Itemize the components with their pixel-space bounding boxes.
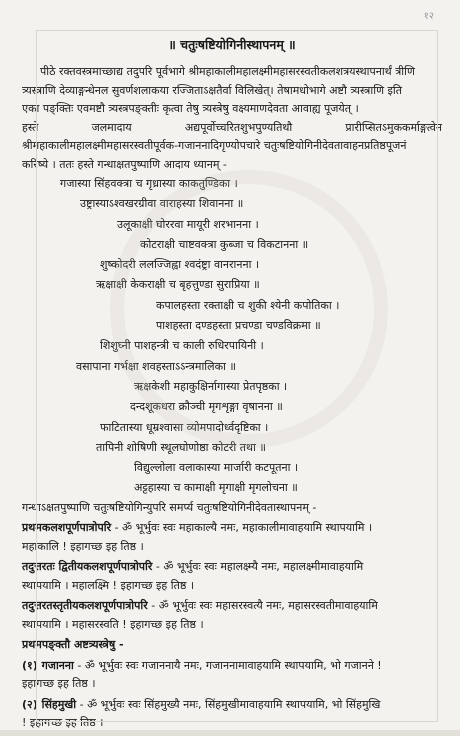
yogini-item-2-cont: ! इहागच्छ इह तिष्ठ । (22, 716, 104, 730)
sankalpa-word-prari: प्रारीप्सितऽमुककर्माङ्गत्वेन (345, 120, 442, 134)
yogini-item-2-name: (२) सिंहमुखी (22, 697, 77, 711)
kalasha-2-cont: स्थापयामि । महालक्ष्मि ! इहागच्छ इह तिष्ठ । (22, 578, 194, 592)
verse-line-14: तापिनी शोषिणी स्थूलघोणोष्ठा कोटरी तथा ॥ (96, 440, 266, 454)
verse-line-16: अट्टहास्या च कामाक्षी मृगाक्षी मृगलोचना ॥ (134, 481, 298, 495)
sankalpa-word-jalam: जलमादाय (91, 120, 132, 134)
yogini-item-2-mantra: - ॐ भूर्भुवः स्वः सिंहमुख्यै नमः, सिंहमुखीमावाहयामि स्थापयामि, भो सिंहमुखि (79, 697, 381, 711)
kalasha-3-cont: स्थापयामि । महासरस्वति ! इहागच्छ इह तिष्ठ । (22, 617, 204, 631)
yogini-item-1-name: (१) गजानना (22, 658, 74, 672)
intro-line-3: एका पङ्क्तिः एवमष्टौ त्र्यस्त्रपङ्क्तीः कृत्वा तेषु त्र्यस्त्रेषु वक्ष्यमाणदेवता आवाह्य पूजयेत् । (22, 102, 359, 115)
page-number: १२ (423, 11, 434, 22)
kalasha-3 (22, 597, 442, 634)
kalasha-2-mantra: - ॐ भूर्भुवः स्वः महालक्ष्म्यै नमः, महालक्ष्मीमावाहयामि (155, 560, 364, 574)
gandha-line: गन्धाऽक्षतपुष्पाणि चतुःषष्टियोगिन्युपरि समर्प्य चतुःषष्टियोगिनीदेवतास्थापनम् - (22, 500, 317, 514)
page-bottom-edge (0, 730, 460, 736)
kalasha-1-mantra: - ॐ भूर्भुवः स्वः महाकाल्यै नमः, महाकालीमावाहयामि स्थापयामि । (114, 521, 373, 535)
kalasha-1-heading: प्रथमकलशपूर्णपात्रोपरि (22, 521, 112, 535)
kalasha-1 (22, 519, 442, 556)
sankalpa-word-haste: हस्ते (22, 120, 39, 134)
sankalpa-line-3: करिष्ये । ततः हस्ते गन्धाक्षतपुष्पाणि आदाय ध्यानम् - (22, 157, 227, 171)
intro-line-2: त्र्यस्त्राणि देव्याङ्गन्धेनल सुवर्णशलाकया रज्जिताऽक्षतैर्वा विलिखेत्। तेषामधोभागे अष्टौ त्र्यस्त्राणि इति (22, 83, 403, 97)
verse-line-10: वसापाना गर्भक्षा शवहस्ताऽऽन्त्रमालिका ॥ (76, 359, 236, 373)
verse-line-4: कोटराक्षी चाष्टवक्त्रा कुब्जा च विकटानना ॥ (140, 237, 309, 251)
yogini-item-1 (22, 657, 442, 694)
kalasha-3-mantra: - ॐ भूर्भुवः स्वः महासरस्वत्यै नमः, महासरस्वतीमावाहयामि (151, 599, 378, 613)
kalasha-3-heading: तदुत्तरतस्तृतीयकलशपूर्णपात्रोपरि (22, 599, 148, 613)
kalasha-2-heading: तदुत्तरतः द्वितीयकलशपूर्णपात्रोपरि (22, 560, 153, 574)
verse-line-3: उलूकाक्षी घोररवा मायूरी शरभानना । (117, 217, 259, 231)
verse-line-1: गजास्या सिंहवक्त्रा च गृध्रास्या काकतुण्डिका । (60, 177, 238, 190)
pankti-heading: प्रथमपङ्क्तौ अष्टत्र्यस्त्रेषु - (22, 638, 124, 652)
kalasha-2 (22, 558, 442, 595)
kalasha-1-cont: महाकालि ! इहागच्छ इह तिष्ठ । (22, 539, 144, 553)
verse-line-7: कपालहस्ता रक्ताक्षी च शुकी श्येनी कपोतिका । (156, 298, 340, 312)
sankalpa-line-2: श्रीमहाकालीमहालक्ष्मीमहासरस्वतीपूर्वक-गजाननादिगृण्योपचारे चतुःषष्टियोगिनीदेवतावाहनप्रतिष्ठपूजनं (22, 139, 407, 152)
verse-line-6: ऋक्षाक्षी केकराक्षी च बृहत्तुण्डा सुराप्रिया ॥ (96, 278, 260, 292)
verse-line-12: दन्दशूकधरा क्रौञ्ची मृगशृङ्गा वृषानना ॥ (130, 400, 283, 414)
verse-line-2: उष्ट्रास्याऽश्वखरग्रीवा वाराहस्या शिवानना ॥ (80, 197, 244, 211)
intro-line-1: पीठे रक्तवस्त्रमाच्छाद्य तदुपरि पूर्वभागे श्रीमहाकालीमहालक्ष्मीमहासरस्वतीकलशत्रयस्थापनार्थं त्रीणि (40, 65, 415, 78)
verse-line-13: फाटितास्या धूम्रश्वासा व्योमपादोर्ध्वदृष्टिका । (100, 420, 269, 434)
sankalpa-line-1 (22, 119, 442, 138)
verse-line-5: शुष्कोदरी ललज्जिह्वा श्वदंष्ट्रा वानरानना । (100, 258, 260, 272)
page-title: ॥ चतुःषष्टियोगिनीस्थापनम् ॥ (168, 37, 296, 52)
yogini-item-1-mantra: - ॐ भूर्भुवः स्वः गजाननायै नमः, गजाननामावाहयामि स्थापयामि, भो गजानने ! (77, 658, 382, 672)
sankalpa-word-adya: अद्यपूर्वोच्चरितशुभपुण्यतिथौ (184, 120, 293, 134)
verse-line-15: विद्युल्लोला वलाकास्या मार्जारी कटपूतना । (134, 461, 299, 475)
verse-line-8: पाशहस्ता दण्डहस्ता प्रचण्डा चण्डविक्रमा ॥ (156, 319, 321, 333)
yogini-item-2 (22, 696, 442, 733)
verse-line-11: ऋक्षकेशी महाकुक्षिर्नागास्या प्रेतपृष्ठका । (134, 379, 288, 393)
yogini-item-1-cont: इहागच्छ इह तिष्ठ । (22, 677, 96, 691)
verse-line-9: शिशुघ्नी पाशहन्त्री च काली रुधिरपायिनी । (100, 339, 264, 353)
